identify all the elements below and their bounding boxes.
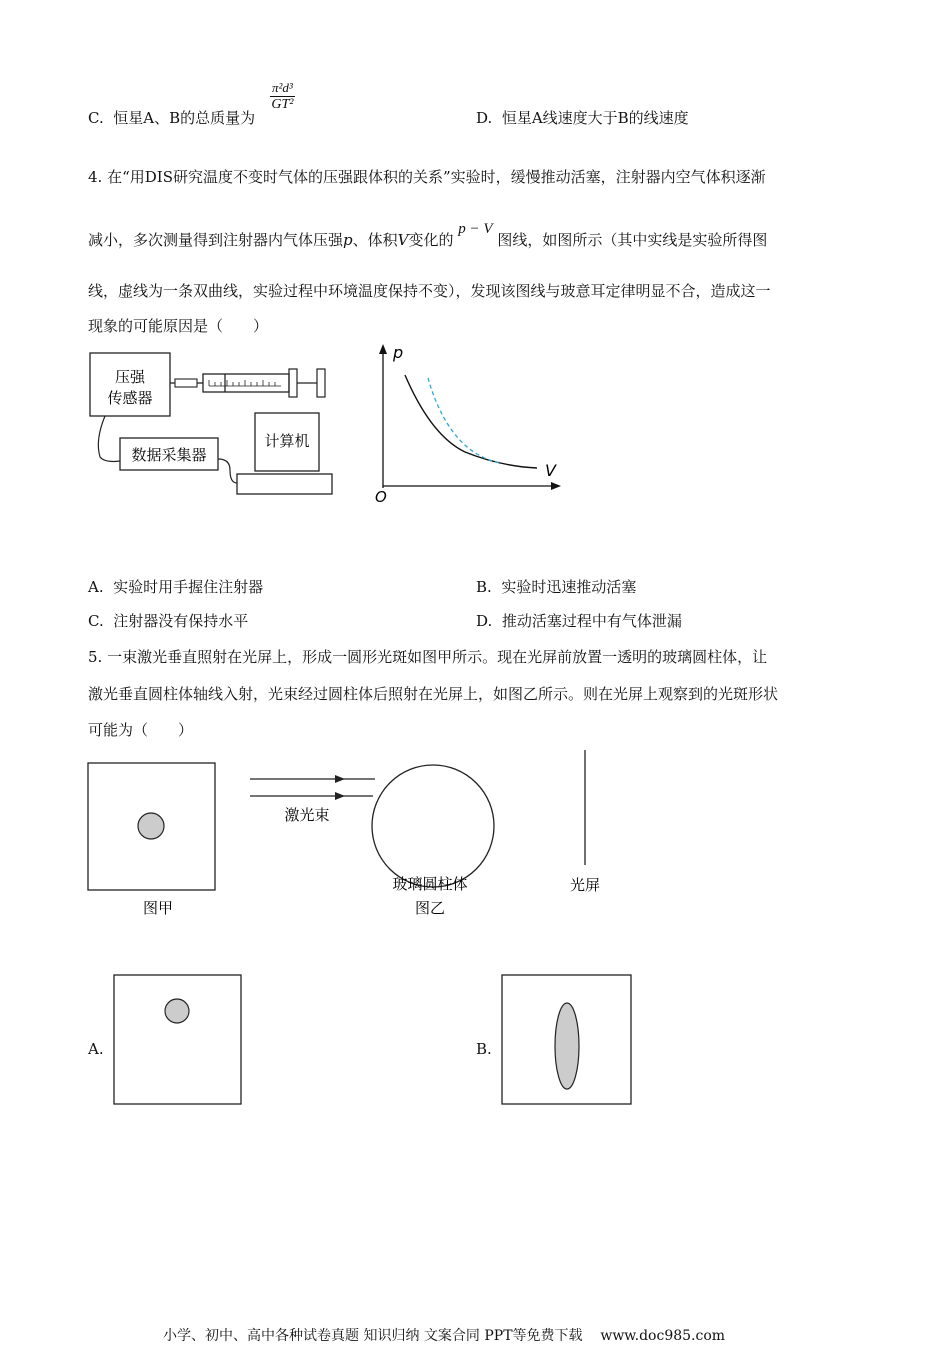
q4-option-c [88, 610, 248, 631]
formula-numerator: π²d³ [272, 80, 293, 95]
plunger-head [317, 369, 325, 397]
footer-url[interactable]: www.doc985.com [600, 1328, 726, 1344]
q5-line-1: 5. 一束激光垂直照射在光屏上，形成一圆形光斑如图甲所示。现在光屏前放置一透明的玻璃圆柱体，让 [88, 648, 768, 666]
q3-option-c [88, 107, 255, 128]
pv-label: p − V [458, 221, 493, 237]
cylinder-label: 玻璃圆柱体 [392, 875, 468, 893]
cable-1 [98, 416, 120, 462]
option-text: 注射器没有保持水平 [113, 612, 249, 630]
q4-option-a [88, 576, 263, 597]
q4-option-d [476, 610, 682, 631]
q5-line-3: 可能为（ ） [88, 721, 194, 739]
footer [163, 1325, 725, 1345]
var-p: p [343, 231, 353, 249]
light-spot [165, 999, 189, 1023]
q4-text: 、体积 [352, 231, 398, 249]
y-axis-arrow [379, 344, 387, 354]
laser-label: 激光束 [284, 806, 330, 824]
q3-option-d [476, 107, 689, 128]
option-key: C. [88, 109, 104, 127]
figure-jia [85, 760, 225, 925]
option-text: 恒星A线速度大于B的线速度 [501, 109, 689, 127]
q5-option-a-figure [112, 973, 244, 1107]
formula-denominator: GT² [271, 97, 294, 112]
light-spot-ellipse [555, 1003, 579, 1089]
q4-text: 变化的 [408, 231, 454, 249]
q4-line-3: 线，虚线为一条双曲线，实验过程中环境温度保持不变），发现该图线与玻意耳定律明显不合，造成这一 [88, 282, 771, 300]
q4-line-1: 4. 在“用DIS研究温度不变时气体的压强跟体积的关系”实验时，缓慢推动活塞，注射器内空气体积逐渐 [88, 168, 766, 186]
pv-graph [365, 340, 565, 510]
screen-frame [114, 975, 241, 1104]
laser-arrow-bottom [335, 792, 345, 800]
connector [175, 379, 197, 387]
q5-option-a-label: A. [88, 1040, 104, 1058]
option-key: D. [476, 612, 493, 630]
x-axis-label: V [545, 461, 556, 480]
option-text: 推动活塞过程中有气体泄漏 [501, 612, 682, 630]
computer-base [237, 474, 332, 494]
computer-label: 计算机 [264, 432, 310, 450]
screen-label: 光屏 [569, 876, 601, 894]
q4-text: 图线，如图所示（其中实线是实验所得图 [497, 231, 768, 249]
figure-jia-caption: 图甲 [142, 899, 174, 917]
option-key: C. [88, 612, 104, 630]
figure-yi [245, 745, 625, 925]
laser-arrow-top [335, 775, 345, 783]
option-text: 恒星A、B的总质量为 [113, 109, 256, 127]
syringe-flange [289, 369, 297, 397]
var-v: V [397, 231, 409, 249]
collector-label: 数据采集器 [131, 446, 207, 464]
syringe-barrel [203, 374, 289, 392]
q5-option-b-figure [500, 973, 634, 1107]
hyperbola-dashed-curve [428, 378, 501, 463]
q4-line-4: 现象的可能原因是（ ） [88, 317, 269, 335]
q5-option-b-label: B. [476, 1040, 492, 1058]
sensor-label-2: 传感器 [107, 389, 153, 407]
glass-cylinder [372, 765, 494, 887]
option-key: B. [476, 578, 492, 596]
experimental-curve [405, 375, 537, 468]
footer-text: 小学、初中、高中各种试卷真题 知识归纳 文案合同 PPT等免费下载 [163, 1328, 583, 1344]
option-key: D. [476, 109, 493, 127]
q3-formula [270, 80, 295, 113]
q4-option-b [476, 576, 636, 597]
apparatus-diagram [85, 345, 345, 505]
sensor-label-1: 压强 [114, 368, 146, 386]
option-text: 实验时迅速推动活塞 [501, 578, 637, 596]
light-spot [138, 813, 164, 839]
syringe-scale [209, 380, 281, 386]
figure-yi-caption: 图乙 [414, 899, 446, 917]
q4-line-2 [88, 221, 768, 250]
q5-line-2: 激光垂直圆柱体轴线入射，光束经过圆柱体后照射在光屏上，如图乙所示。则在光屏上观察到的光斑形状 [88, 685, 779, 703]
option-key: A. [88, 578, 104, 596]
y-axis-label: p [393, 343, 404, 362]
cable-2 [218, 459, 237, 483]
option-text: 实验时用手握住注射器 [113, 578, 264, 596]
x-axis-arrow [551, 482, 561, 490]
q4-text: 减小，多次测量得到注射器内气体压强 [88, 231, 344, 249]
origin-label: O [375, 488, 387, 506]
